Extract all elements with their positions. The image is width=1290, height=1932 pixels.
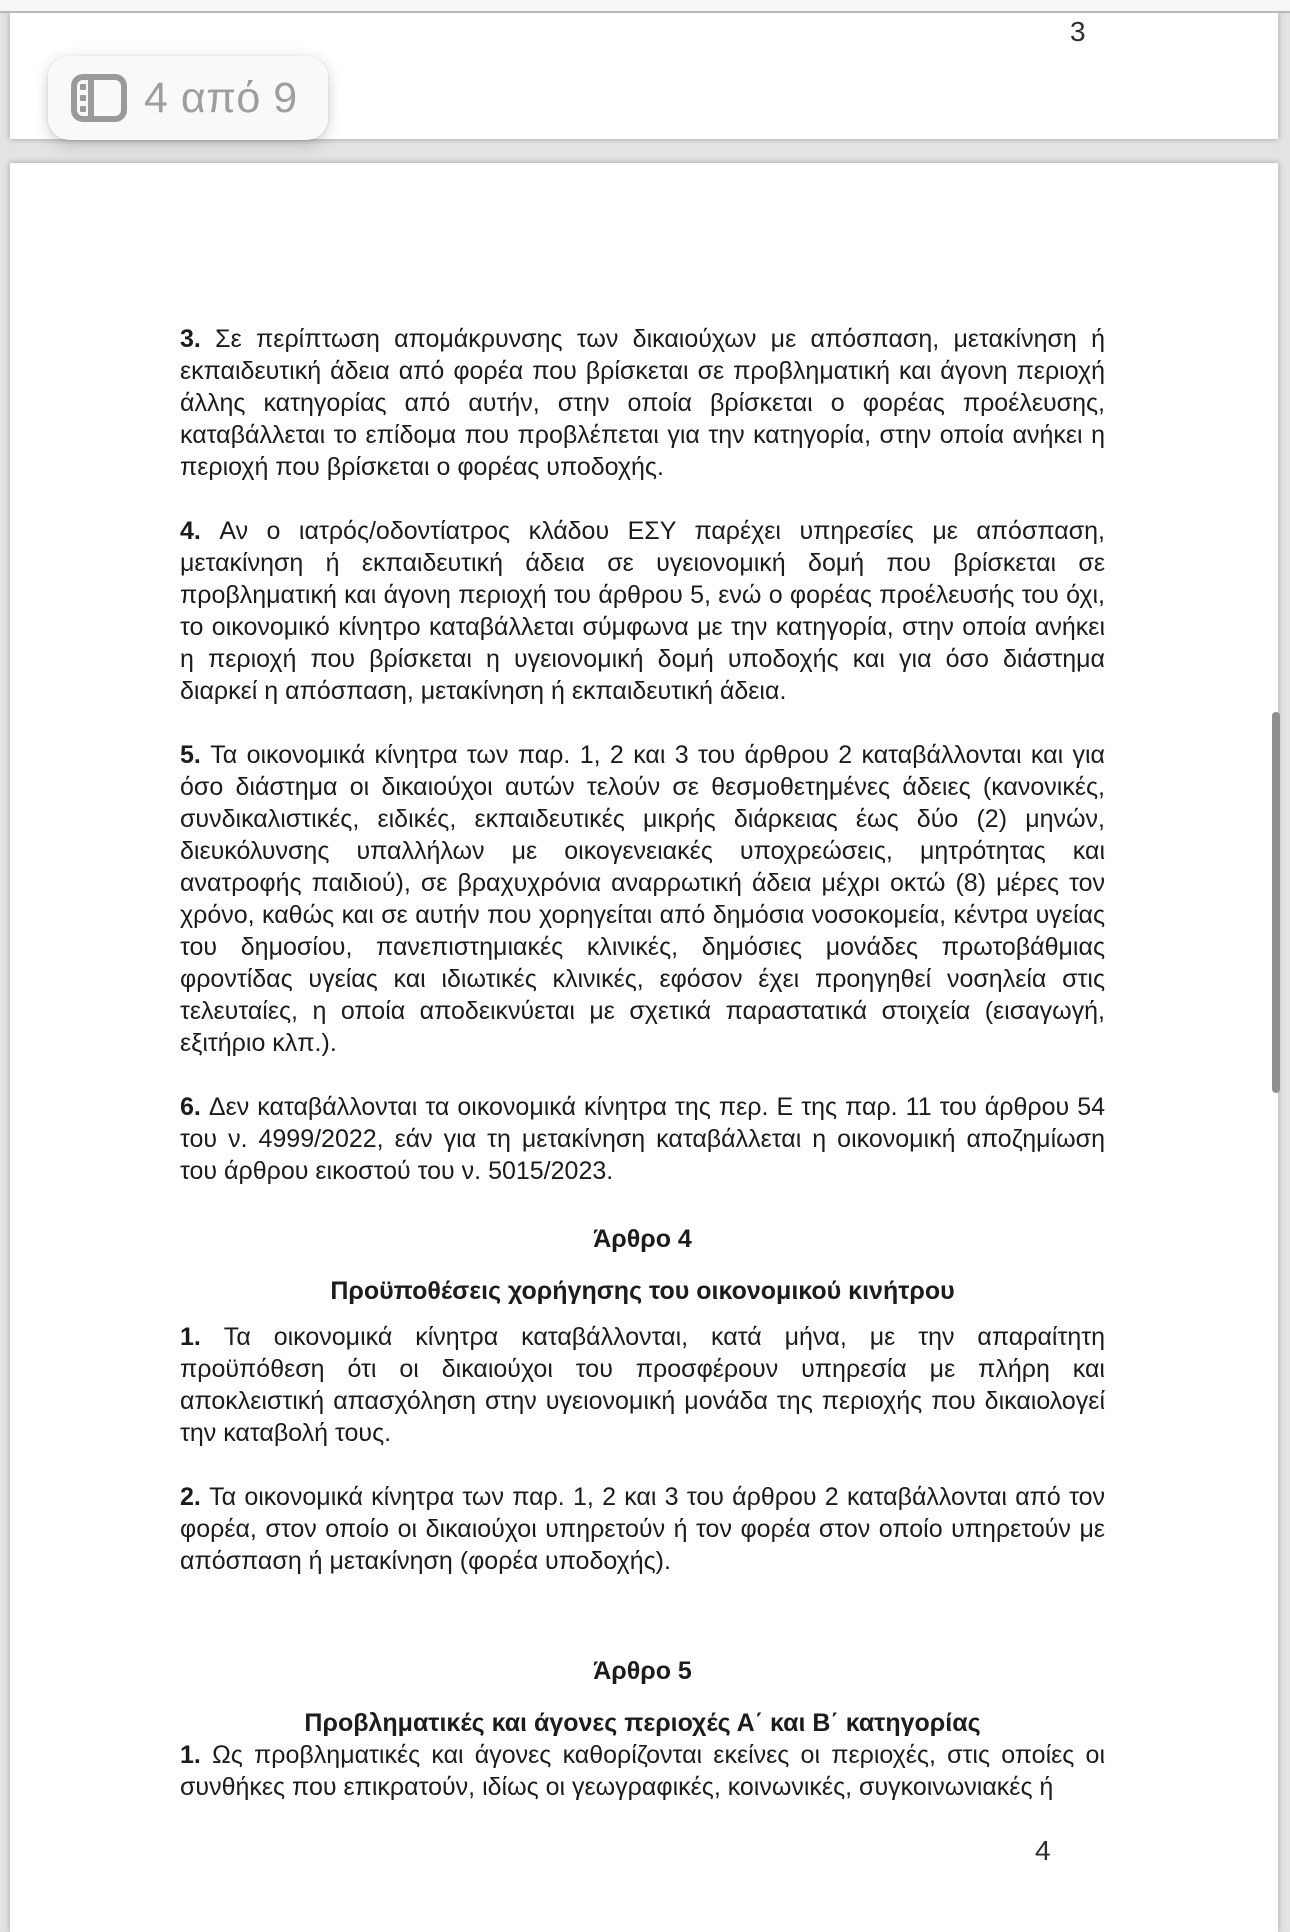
paragraph-number: 5. <box>180 741 211 769</box>
doc-heading: Άρθρο 4 <box>593 1225 692 1253</box>
doc-paragraph: 3. Σε περίπτωση απομάκρυνσης των δικαιούχων με απόσπαση, μετακίνηση ή εκπαιδευτική άδεια από φορέα που βρίσκεται σε προβληματική και άγονη περιοχή άλλης κατηγορίας από αυτήν, στην οποία βρίσκεται ο φορέας προέλευσης, καταβάλλεται το επίδομα που προβλέπεται για την κατηγορία, στην οποία ανήκει η περιοχή που βρίσκεται ο φορέας υποδοχής. <box>180 325 1106 481</box>
paragraph-number: 6. <box>180 1093 209 1121</box>
paragraph-number: 1. <box>180 1741 213 1769</box>
paragraph-number: 2. <box>180 1483 210 1511</box>
doc-paragraph: 6. Δεν καταβάλλονται τα οικονομικά κίνητρα της περ. Ε της παρ. 11 του άρθρου 54 του ν. 4999/2022, εάν για τη μετακίνηση καταβάλλεται η οικονομική αποζημίωση του άρθρου εικοστού του ν. 5015/2023. <box>180 1093 1106 1185</box>
doc-paragraph: 1. Ως προβληματικές και άγονες καθορίζονται εκείνες οι περιοχές, στις οποίες οι συνθήκες που επικρατούν, ιδίως οι γεωγραφικές, κοινωνικές, συγκοινωνιακές ή <box>180 1741 1105 1801</box>
previous-page-footer-number: 3 <box>1070 16 1086 47</box>
doc-heading: Άρθρο 5 <box>593 1657 692 1685</box>
page-indicator-pill[interactable] <box>48 56 328 140</box>
doc-paragraph: 5. Τα οικονομικά κίνητρα των παρ. 1, 2 και 3 του άρθρου 2 καταβάλλονται και για όσο διάστημα οι δικαιούχοι αυτών τελούν σε θεσμοθετημένες άδειες (κανονικές, συνδικαλιστικές, ειδικές, εκπαιδευτικές μικρής διάρκειας έως δύο (2) μηνών, διευκόλυνσης υπαλλήλων με οικογενειακές υποχρεώσεις, μητρότητας και ανατροφής παιδιού), σε βραχυχρόνια αναρρωτική άδεια μέχρι οκτώ (8) μέρες τον χρόνο, καθώς και σε αυτήν που χορηγείται από δημόσια νοσοκομεία, κέντρα υγείας του δημοσίου, πανεπιστημιακές κλινικές, δημόσιες μονάδες πρωτοβάθμιας φροντίδας υγείας και ιδιωτικές κλινικές, εφόσον έχει προηγηθεί νοσηλεία στις τελευταίες, η οποία αποδεικνύεται με σχετικά παραστατικά στοιχεία (εισαγωγή, εξιτήριο κλπ.). <box>180 741 1106 1057</box>
doc-subheading: Προβληματικές και άγονες περιοχές Α΄ και Β΄ κατηγορίας <box>304 1709 981 1737</box>
paragraph-number: 4. <box>180 517 220 545</box>
doc-subheading: Προϋποθέσεις χορήγησης του οικονομικού κινήτρου <box>330 1277 955 1305</box>
doc-paragraph: 2. Τα οικονομικά κίνητρα των παρ. 1, 2 και 3 του άρθρου 2 καταβάλλονται από τον φορέα, στον οποίο οι δικαιούχοι υπηρετούν ή τον φορέα στον οποίο υπηρετούν με απόσπαση ή μετακίνηση (φορέα υποδοχής). <box>180 1483 1106 1575</box>
doc-paragraph: 1. Τα οικονομικά κίνητρα καταβάλλονται, κατά μήνα, με την απαραίτητη προϋπόθεση ότι οι δικαιούχοι του προσφέρουν υπηρεσία με πλήρη και αποκλειστική απασχόληση στην υγειονομική μονάδα της περιοχής που δικαιολογεί την καταβολή τους. <box>180 1323 1106 1447</box>
page-indicator-label: 4 από 9 <box>144 73 298 122</box>
doc-paragraph: 4. Αν ο ιατρός/οδοντίατρος κλάδου ΕΣΥ παρέχει υπηρεσίες με απόσπαση, μετακίνηση ή εκπαιδευτική άδεια σε υγειονομική δομή που βρίσκεται σε προβληματική και άγονη περιοχή του άρθρου 5, ενώ ο φορέας προέλευσής του όχι, το οικονομικό κίνητρο καταβάλλεται σύμφωνα με την κατηγορία, στην οποία ανήκει η περιοχή που βρίσκεται η υγειονομική δομή υποδοχής και για όσο διάστημα διαρκεί η απόσπαση, μετακίνηση ή εκπαιδευτική άδεια. <box>180 517 1106 705</box>
scrollbar-thumb[interactable] <box>1272 712 1280 1093</box>
paragraph-number: 1. <box>180 1323 224 1351</box>
document-page-footer-number: 4 <box>1035 1835 1051 1866</box>
sidebar-pages-icon <box>70 73 128 123</box>
top-chrome-strip <box>0 0 1290 13</box>
paragraph-number: 3. <box>180 325 216 353</box>
document-text-column <box>180 323 1105 1835</box>
document-page <box>10 163 1278 1932</box>
